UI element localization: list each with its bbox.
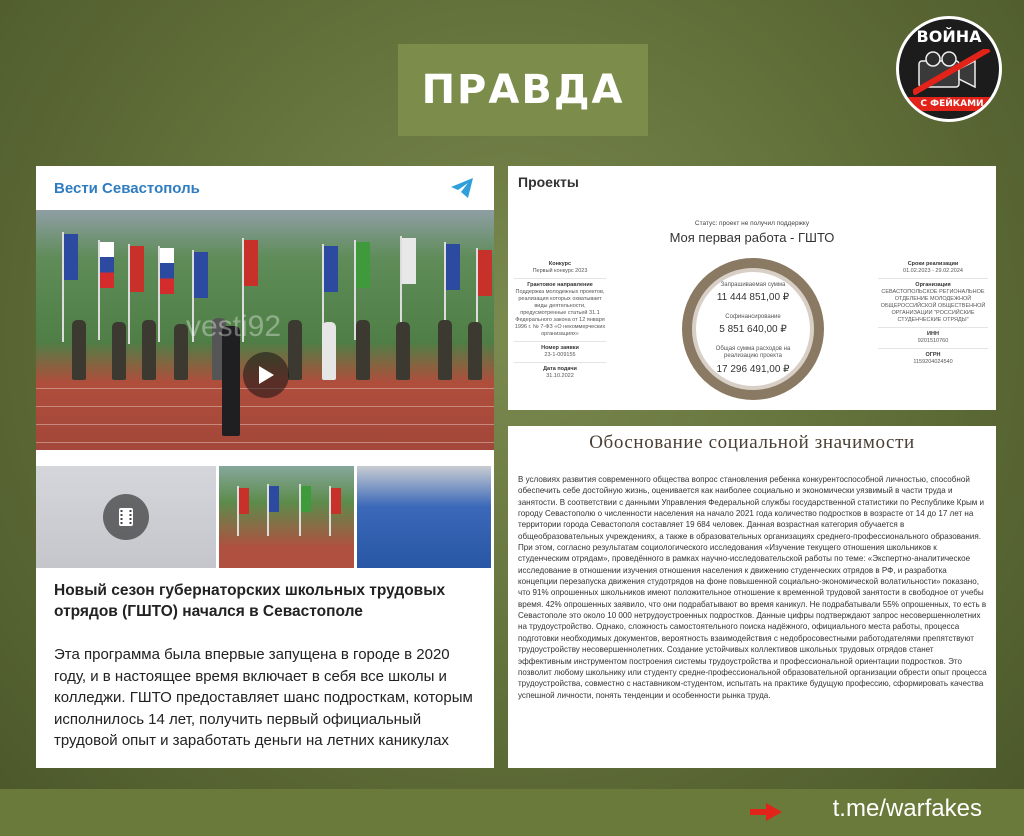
telegram-icon (448, 174, 476, 202)
logo-top-text: ВОЙНА (916, 27, 982, 46)
total-value: 17 296 491,00 ₽ (716, 364, 790, 375)
field-label: Сроки реализации (907, 261, 959, 267)
social-significance-card (508, 426, 996, 768)
justification-title: Обоснование социальной значимости (589, 432, 915, 453)
post-title: Новый сезон губернаторских школьных трудовых отрядов (ГШТО) начался в Севастополе (54, 582, 446, 620)
banner-title: ПРАВДА (421, 67, 625, 113)
field-value: 23-1-009155 (544, 352, 576, 358)
field-label: Конкурс (548, 261, 572, 267)
telegram-post (36, 166, 494, 768)
project-left-column (514, 258, 606, 383)
field-label: Дата подачи (543, 366, 577, 372)
requested-value: 11 444 851,00 ₽ (716, 292, 790, 303)
arrow-right-icon (750, 803, 782, 821)
field-value: Поддержка молодежных проектов, реализация которых охватывает виды деятельности, предусмотренные статьей 31.1 Федерального закона от 12 января 1996 г. № 7-ФЗ «О некоммерческих организациях» (514, 289, 606, 337)
field-label: Организация (915, 282, 951, 288)
projects-heading: Проекты (518, 174, 579, 190)
project-card (508, 166, 996, 410)
post-header (36, 166, 494, 210)
media-thumbnails (36, 466, 494, 568)
field-value: Первый конкурс 2023 (532, 268, 588, 274)
project-name: Моя первая работа - ГШТО (669, 230, 835, 245)
field-value: СЕВАСТОПОЛЬСКОЕ РЕГИОНАЛЬНОЕ ОТДЕЛЕНИЕ МОЛОДЕЖНОЙ ОБЩЕРОССИЙСКОЙ ОБЩЕСТВЕННОЙ ОРГАНИЗАЦИИ "РОССИЙСКИЕ СТУДЕНЧЕСКИЕ ОТРЯДЫ" (880, 289, 986, 323)
photo-thumbnail-flags[interactable] (219, 466, 354, 568)
channel-name[interactable]: Вести Севастополь (54, 179, 200, 197)
film-icon (115, 506, 137, 528)
title-banner (398, 44, 648, 136)
field-value: 1159204024540 (913, 359, 953, 365)
project-right-column (878, 258, 988, 369)
field-value: 01.02.2023 - 29.02.2024 (903, 268, 963, 274)
field-label: Номер заявки (541, 345, 579, 351)
war-on-fakes-logo (896, 16, 1002, 122)
play-icon (256, 364, 276, 386)
cofin-label: Софинансирование (725, 314, 781, 320)
play-button[interactable] (243, 352, 289, 398)
video-preview[interactable] (36, 210, 494, 450)
photo-thumbnail-stands[interactable] (357, 466, 491, 568)
camera-icon (913, 49, 991, 95)
logo-bottom-text: С ФЕЙКАМИ (907, 97, 997, 111)
field-value: 31.10.2022 (546, 373, 574, 379)
video-thumbnail[interactable] (36, 466, 216, 568)
field-label: ОГРН (925, 352, 941, 358)
field-value: 9201510760 (917, 338, 949, 344)
video-button[interactable] (103, 494, 149, 540)
total-label: Общая сумма расходов на реализацию проекта (715, 346, 791, 359)
field-label: Грантовое направление (527, 282, 593, 288)
footer (0, 789, 1024, 836)
project-status: Статус: проект не получил поддержку (694, 220, 810, 227)
cofin-value: 5 851 640,00 ₽ (719, 324, 787, 335)
budget-ring (682, 258, 824, 400)
post-body: Эта программа была впервые запущена в городе в 2020 году, и в настоящее время включает в себя все школы и колледжи. ГШТО предоставляет шанс подросткам, которым исполнилось 14 лет, получить первый официальный трудовой опыт и заработать деньги на летних каникулах (54, 646, 473, 749)
channel-link[interactable]: t.me/warfakes (832, 795, 982, 822)
requested-label: Запрашиваемая сумма (720, 282, 786, 288)
justification-text: В условиях развития современного общества вопрос становления ребенка конкурентоспособной личностью, способной обеспечить себе достойную жизнь, оценивается как наиболее социально и экономически уязвимый в части труда и занятости. В соответствии с данными Управления Федеральной службы государственной статистики по Республике Крым и городу Севастополю о численности населения на начало 2021 года количество подростков в возрасте от 14 до 17 лет на территории города Севастополя составляет 19 684 человек. Данная возрастная категория обучается в общеобразовательных учреждениях, а также в образовательных организациях среднего-профессионального образования. При этом, согласно результатам социологического исследования «Изучение текущего отношения школьников к студенческим отрядам», проведённого в рамках научно-исследовательской работы по теме: «Экспертно-аналитическое исследование в отношении изучения отношения населения к движению студенческих отрядов в РФ, и разработка концепции перезапуска движения студотрядов на фоне повышенной социально-экономической волатильности» показано, что 91% опрошенных школьников имеют положительное отношение к временной трудовой занятости в свободное от учебы время. 42% опрошенных заявило, что они подрабатывают во время каникул. Не подрабатывали 55% опрошенных, то есть в Севастополе это около 10 000 нетрудоустроенных подростков. Данные цифры подтверждают запрос несовершеннолетних на трудоустройство. Однако, сложность самостоятельного поиска надёжного, официального места работы, процесса подготовки необходимых документов, вероятность взаимодействия с недобросовестными работодателями препятствуют трудоустройству несовершеннолетних. Создание устойчивых коллективов школьных трудовых отрядов станет эффективным инструментом построения системы трудоустройства и профессиональной ориентации подростков. Это позволит любому школьнику или студенту средне-профессиональной образовательной организации обрести опыт процесса трудоустройства, совместно с наставником-студентом, испытать на практике будущую профессию, сформировать качества успешной личности, понять тенденции и особенности рынка труда. (518, 475, 987, 700)
field-label: ИНН (927, 331, 939, 337)
video-watermark: vesti92 (186, 310, 282, 343)
